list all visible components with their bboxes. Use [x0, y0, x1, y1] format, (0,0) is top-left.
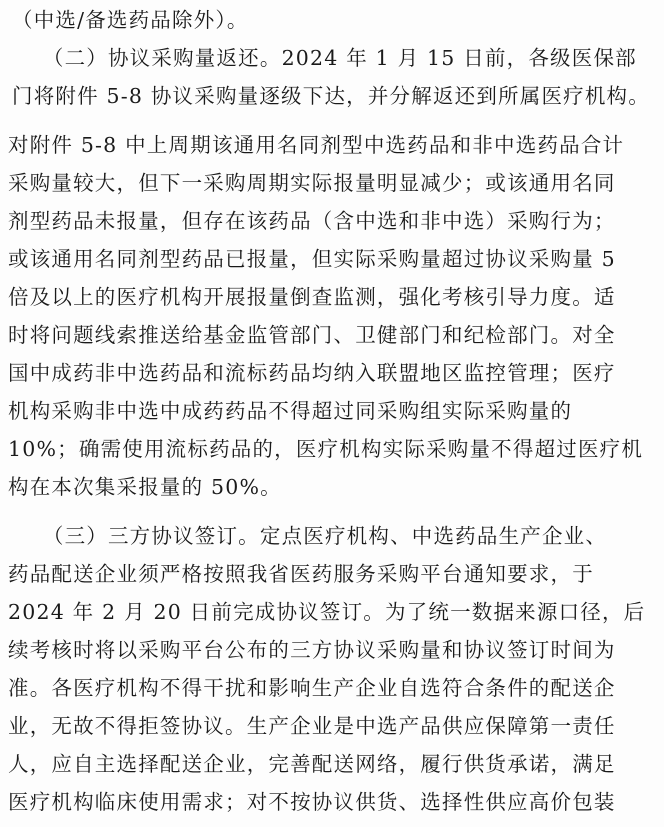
text-line-9: 时将问题线索推送给基金监管部门、卫健部门和纪检部门。对全 — [8, 323, 616, 347]
section-heading-2-line: （二）协议采购量返还。2024 年 1 月 15 日前，各级医保部 — [12, 46, 637, 70]
section-heading-3-line: （三）三方协议签订。定点医疗机构、中选药品生产企业、 — [12, 524, 608, 548]
text-line-17: 续考核时将以采购平台公布的三方协议采购量和协议签订时间为 — [8, 638, 616, 662]
text-line-4: 对附件 5-8 中上周期该通用名同剂型中选药品和非中选药品合计 — [8, 133, 625, 157]
text-line-1: （中选/备选药品除外）。 — [12, 8, 249, 32]
text-line-11: 机构采购非中选中成药药品不得超过同采购组实际采购量的 — [8, 399, 573, 423]
text-line-20: 人，应自主选择配送企业，完善配送网络，履行供货承诺，满足 — [8, 752, 616, 776]
text-line-16: 2024 年 2 月 20 日前完成协议签订。为了统一数据来源口径，后 — [8, 600, 646, 624]
text-line-18: 准。各医疗机构不得干扰和影响生产企业自选符合条件的配送企 — [8, 676, 616, 700]
text-line-19: 业，无故不得拒签协议。生产企业是中选产品供应保障第一责任 — [8, 714, 616, 738]
text-line-21: 医疗机构临床使用需求；对不按协议供货、选择性供应高价包装 — [8, 790, 616, 814]
text-line-15: 药品配送企业须严格按照我省医药服务采购平台通知要求，于 — [8, 562, 594, 586]
text-line-13: 构在本次集采报量的 50%。 — [8, 475, 282, 499]
text-line-6: 剂型药品未报量，但存在该药品（含中选和非中选）采购行为； — [8, 209, 616, 233]
text-line-3: 门将附件 5-8 协议采购量逐级下达，并分解返还到所属医疗机构。 — [12, 84, 650, 108]
text-line-8: 倍及以上的医疗机构开展报量倒查监测，强化考核引导力度。适 — [8, 285, 616, 309]
text-line-10: 国中成药非中选药品和流标药品均纳入联盟地区监控管理；医疗 — [8, 361, 616, 385]
text-line-7: 或该通用名同剂型药品已报量，但实际采购量超过协议采购量 5 — [8, 247, 616, 271]
text-line-12: 10%；确需使用流标药品的，医疗机构实际采购量不得超过医疗机 — [8, 437, 644, 461]
text-line-5: 采购量较大，但下一采购周期实际报量明显减少；或该通用名同 — [8, 171, 616, 195]
